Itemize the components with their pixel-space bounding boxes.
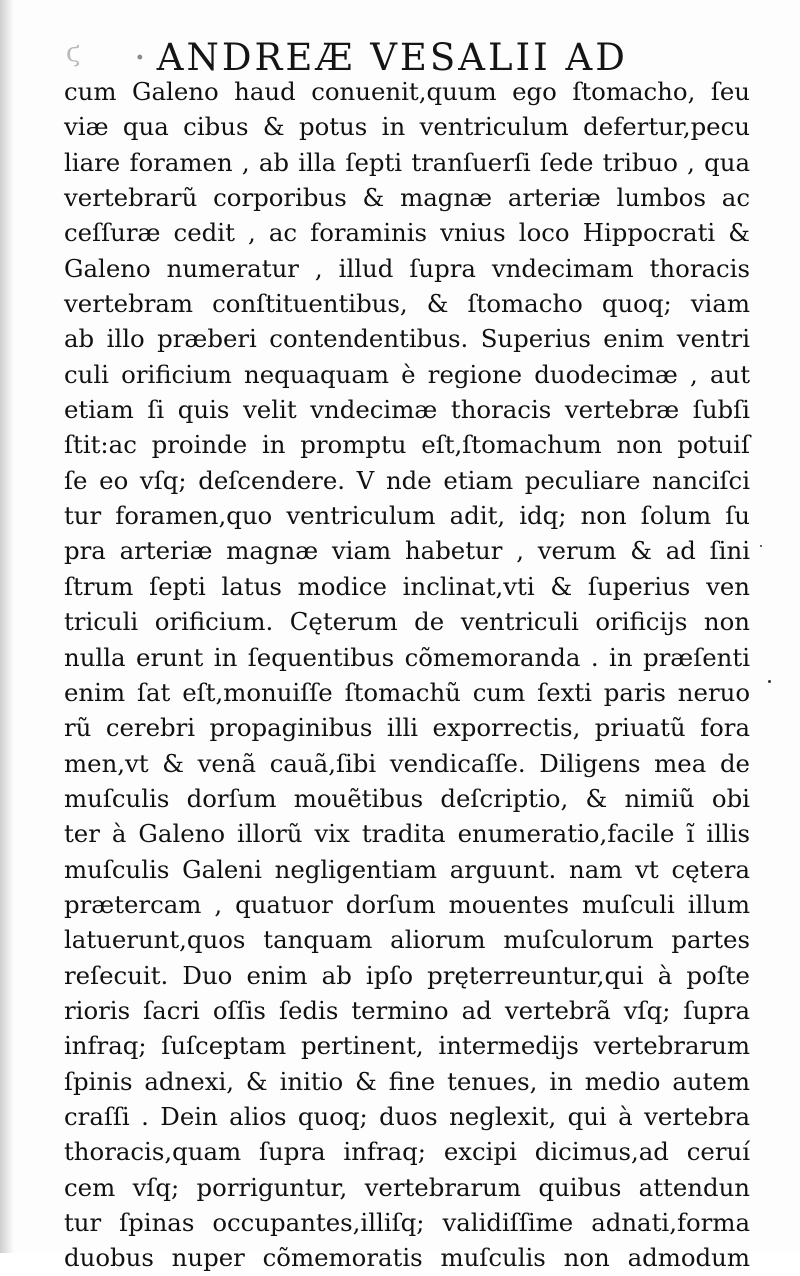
- text-line: thoracis,quam ſupra infraq; excipi dicimus,ad ceruí: [64, 1137, 750, 1167]
- text-line: craſſi . Dein alios quoq; duos neglexit, qui à vertebra: [64, 1101, 750, 1131]
- text-line: ter à Galeno illorũ vix tradita enumeratio,facile ĩ illis: [64, 819, 750, 849]
- text-line: prætercam , quatuor dorſum mouentes muſculi illum: [64, 889, 750, 919]
- text-line: tur ſpinas occupantes,illiſq; validiſſime adnati,forma: [64, 1208, 750, 1237]
- running-head-mark: ·: [134, 36, 149, 79]
- text-line: liare foramen , ab illa ſepti tranſuerſi ſede tribuo , qua: [64, 147, 750, 177]
- text-line: reſecuit. Duo enim ab ipſo pręterreuntur,qui à poſte: [64, 960, 750, 990]
- text-line: duobus nuper cõmemoratis muſculis non admodum: [64, 1243, 750, 1273]
- text-line: ab illo præberi contendentibus. Superius enim ventri: [64, 324, 750, 354]
- text-line: Galeno numeratur , illud ſupra vndecimam thoracis: [64, 253, 750, 283]
- text-line: muſculis Galeni negligentiam arguunt. nam vt cętera: [64, 854, 750, 884]
- text-line: men,vt & venã cauã,ſibi vendicaſſe. Diligens mea de: [64, 748, 750, 778]
- text-line: ceſſuræ cedit , ac foraminis vnius loco Hippocrati &: [64, 218, 750, 248]
- text-line: triculi orificium. Cęterum de ventriculi orificijs non: [64, 607, 750, 637]
- text-line: ſe eo vſq; deſcendere. V nde etiam peculiare nanciſci: [64, 465, 750, 495]
- text-line: cem vſq; porriguntur, vertebrarum quibus attendun: [64, 1172, 750, 1202]
- text-line: pra arteriæ magnæ viam habetur , verum & ad ſini: [64, 536, 750, 566]
- scan-speck: [760, 545, 762, 547]
- scan-speck: [768, 680, 771, 683]
- text-line: ſpinis adnexi, & initio & fine tenues, in medio autem: [64, 1066, 750, 1096]
- text-line: infraq; ſuſceptam pertinent, intermedijs vertebrarum: [64, 1031, 750, 1061]
- text-line: ſtit:ac proinde in promptu eſt,ſtomachum non potuiſ: [64, 430, 750, 460]
- running-head-title: ANDREÆ VESALII AD: [156, 36, 628, 79]
- text-line: tur foramen,quo ventriculum adit, idq; non ſolum ſu: [64, 501, 750, 531]
- text-line: latuerunt,quos tanquam aliorum muſculorum partes: [64, 925, 750, 955]
- page-number: ϛ: [66, 38, 82, 68]
- binding-shadow: [0, 0, 14, 1253]
- body-text: [64, 74, 750, 1276]
- text-line: culi orificium nequaquam è regione duodecimæ , aut: [64, 359, 750, 389]
- text-line: ſtrum ſepti latus modice inclinat,vti & ſuperius ven: [64, 571, 750, 601]
- text-line: vertebrarũ corporibus & magnæ arteriæ lumbos ac: [64, 183, 750, 213]
- running-head: [134, 36, 694, 79]
- text-line: etiam ſi quis velit vndecimæ thoracis vertebræ ſubſi: [64, 395, 750, 425]
- text-line: rũ cerebri propaginibus illi exporrectis, priuatũ fora: [64, 713, 750, 743]
- text-line: cum Galeno haud conuenit,quum ego ſtomacho, ſeu: [64, 77, 750, 106]
- text-line: muſculis dorſum mouẽtibus deſcriptio, & nimiũ obi: [64, 783, 750, 813]
- text-line: nulla erunt in ſequentibus cõmemoranda . in præſenti: [64, 642, 750, 672]
- text-line: vertebram conſtituentibus, & ſtomacho quoq; viam: [64, 289, 750, 319]
- text-line: viæ qua cibus & potus in ventriculum defertur,pecu: [64, 112, 750, 142]
- text-line: rioris ſacri oſſis ſedis termino ad vertebrã vſq; ſupra: [64, 995, 750, 1025]
- text-line: enim ſat eſt,monuiſſe ſtomachũ cum ſexti paris neruo: [64, 677, 750, 707]
